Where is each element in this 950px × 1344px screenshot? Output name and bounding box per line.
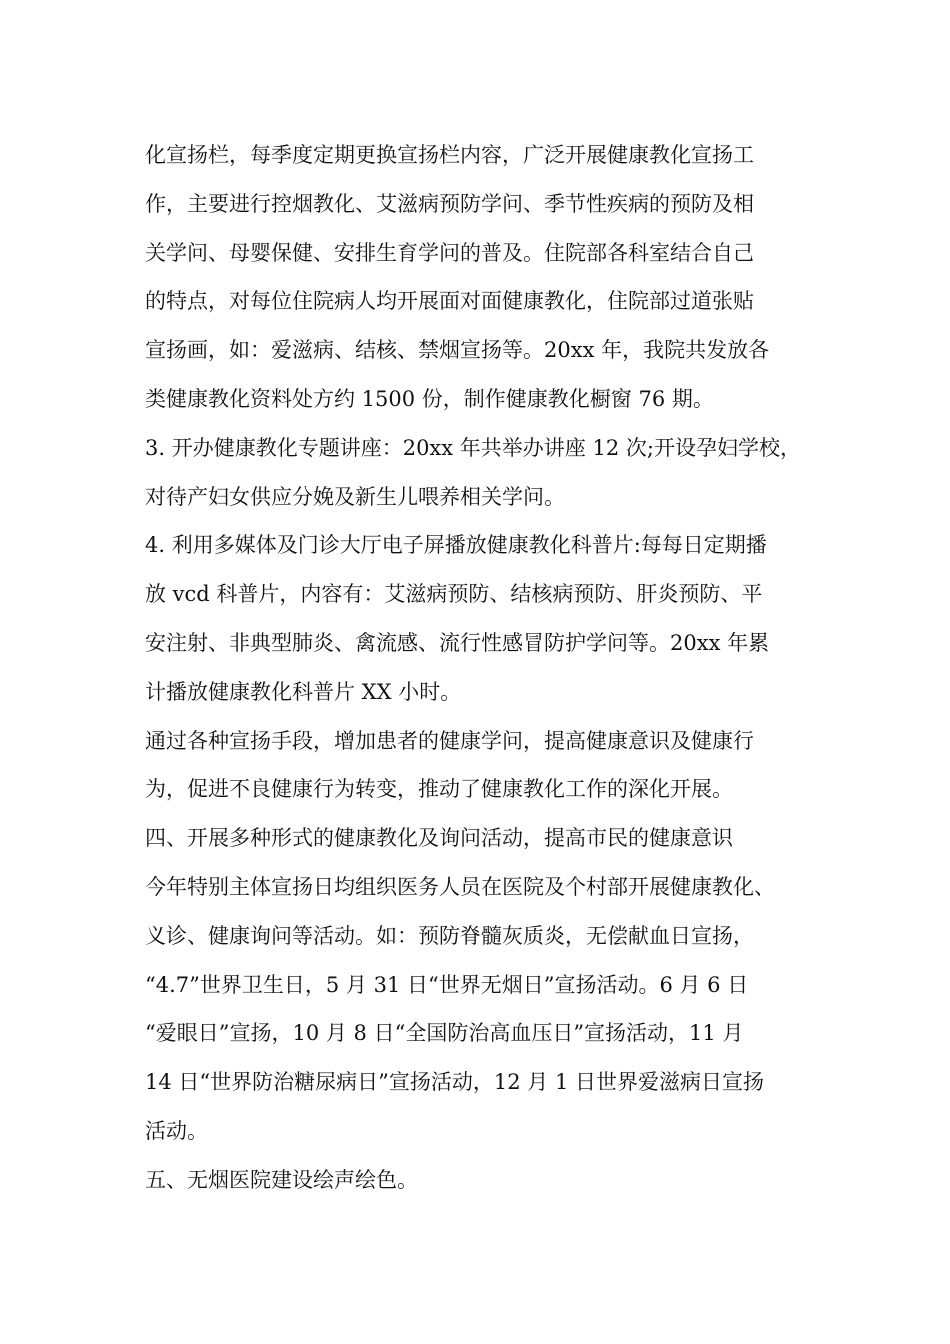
- text-line: 对待产妇女供应分娩及新生儿喂养相关学问。: [145, 484, 565, 509]
- text-line: 4. 利用多媒体及门诊大厅电子屏播放健康教化科普片:每每日定期播: [145, 533, 767, 558]
- text-line: 14 日“世界防治糖尿病日”宣扬活动，12 月 1 日世界爱滋病日宣扬: [145, 1070, 764, 1095]
- text-line: 义诊、健康询问等活动。如：预防脊髓灰质炎，无偿献血日宣扬，: [145, 923, 754, 948]
- text-line: 为，促进不良健康行为转变，推动了健康教化工作的深化开展。: [145, 777, 733, 802]
- document-body: [145, 131, 835, 1205]
- text-line: 今年特别主体宣扬日均组织医务人员在医院及个村部开展健康教化、: [145, 874, 775, 899]
- section-heading: 四、开展多种形式的健康教化及询问活动，提高市民的健康意识: [145, 826, 733, 851]
- text-line: 计播放健康教化科普片 XX 小时。: [145, 679, 462, 704]
- section-heading: 五、无烟医院建设绘声绘色。: [145, 1167, 418, 1192]
- text-line: “4.7”世界卫生日，5 月 31 日“世界无烟日”宣扬活动。6 月 6 日: [145, 972, 749, 997]
- text-line: 关学问、母婴保健、安排生育学问的普及。住院部各科室结合自己: [145, 240, 754, 265]
- text-line: 安注射、非典型肺炎、禽流感、流行性感冒防护学问等。20xx 年累: [145, 630, 770, 655]
- text-line: 3. 开办健康教化专题讲座：20xx 年共举办讲座 12 次;开设孕妇学校，: [145, 435, 801, 460]
- text-line: 的特点，对每位住院病人均开展面对面健康教化，住院部过道张贴: [145, 289, 754, 314]
- text-line: 宣扬画，如：爱滋病、结核、禁烟宣扬等。20xx 年，我院共发放各: [145, 338, 770, 363]
- text-line: 活动。: [145, 1118, 208, 1143]
- text-line: “爱眼日”宣扬，10 月 8 日“全国防治高血压日”宣扬活动，11 月: [145, 1021, 744, 1046]
- text-line: 作，主要进行控烟教化、艾滋病预防学问、季节性疾病的预防及相: [145, 191, 754, 216]
- text-line: 类健康教化资料处方约 1500 份，制作健康教化橱窗 76 期。: [145, 386, 714, 411]
- text-line: 化宣扬栏，每季度定期更换宣扬栏内容，广泛开展健康教化宣扬工: [145, 143, 754, 167]
- text-line: 放 vcd 科普片，内容有：艾滋病预防、结核病预防、肝炎预防、平: [145, 582, 763, 607]
- text-line: 通过各种宣扬手段，增加患者的健康学问，提高健康意识及健康行: [145, 728, 754, 753]
